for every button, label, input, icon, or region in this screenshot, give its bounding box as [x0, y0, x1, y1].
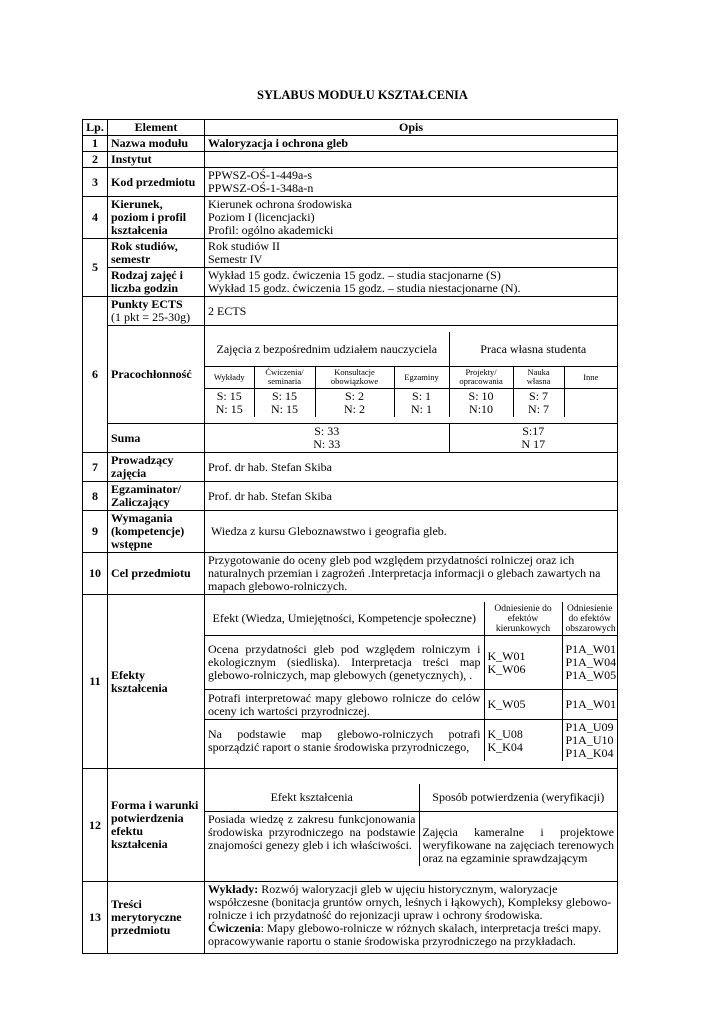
outcome-direction: [484, 636, 562, 690]
outcome-area: [562, 636, 617, 690]
prerequisites-value: Wiedza z kursu Gleboznawstwo i geografia gleb.: [205, 511, 618, 553]
objective-value: Przygotowanie do oceny gleb pod względem przydatności rolniczej oraz ich naturalnych przemian i zagrożeń .Interpretacja informacji o glebach zawartych na mapach glebowo-rolniczych.: [205, 553, 618, 595]
row-content: [83, 882, 618, 954]
area-code: P1A_W01: [565, 697, 617, 712]
row-number: 13: [83, 882, 108, 954]
verification-effect: Posiada wiedzę z zakresu funkcjonowania środowiska przyrodniczego na podstawie znajomości genezy gleb i ich właściwości.: [205, 812, 419, 867]
outcome-header-direction: Odniesienie do efektów kierunkowych: [484, 602, 562, 636]
workload-col-label: Ćwiczenia/ seminaria: [254, 366, 315, 388]
exercises-text: : Mapy glebowo-rolnicze w różnych skalach, interpretacja treści mapy. opracowywanie raportu o stanie środowiska przyrodniczego na przykładach.: [208, 921, 602, 948]
row-number: 3: [83, 168, 108, 197]
workload-cell: [394, 388, 449, 417]
workload-s: S: 1: [412, 388, 432, 403]
verification-header-method: Sposób potwierdzenia (weryfikacji): [419, 784, 617, 812]
lectures-text: Rozwój waloryzacji gleb w ujęciu historycznym, waloryzacje współczesne (bonitacja gruntów ornych, leśnych i łąkowych), Kompleksy glebowo-rolnicze i ich przydatność do rejonizacji upraw i ochrony środowiska.: [208, 882, 612, 922]
row-number: 9: [83, 511, 108, 553]
course-code-line: PPWSZ-OŚ-1-348a-n: [208, 181, 314, 195]
header-opis: Opis: [205, 120, 618, 136]
row-year-semester: [83, 239, 618, 268]
module-name-value: Waloryzacja i ochrona gleb: [205, 136, 618, 152]
row-label: Instytut: [108, 152, 205, 168]
area-code: P1A_K04: [565, 746, 614, 761]
row-label: Rodzaj zajęć i liczba godzin: [108, 268, 205, 297]
workload-n: N: 2: [344, 401, 365, 416]
workload-col-label: Konsultacje obowiązkowe: [315, 366, 394, 388]
workload-s: S: 7: [529, 388, 549, 403]
sum-self-n: N 17: [521, 437, 546, 451]
hours-line: Wykład 15 godz. ćwiczenia 15 godz. – studia stacjonarne (S): [208, 268, 501, 282]
row-sum: [83, 424, 618, 453]
row-label: Rok studiów, semestr: [108, 239, 205, 268]
outcome-row: [205, 690, 617, 720]
field-line: Kierunek ochrona środowiska: [208, 197, 352, 211]
outcome-row: [205, 720, 617, 762]
row-learning-outcomes: [83, 595, 618, 769]
class-hours-value: [205, 268, 618, 297]
sum-contact: [205, 424, 449, 452]
contact-hours-header: Zajęcia z bezpośrednim udziałem nauczyciela: [205, 332, 449, 366]
workload-col-label: Projekty/ opracowania: [449, 366, 513, 388]
outcomes-table-cell: [205, 595, 618, 769]
sum-self: [449, 424, 617, 452]
row-examiner: [83, 482, 618, 511]
verification-table-cell: [205, 769, 618, 882]
row-number: 10: [83, 553, 108, 595]
area-code: P1A_W04: [565, 655, 617, 670]
workload-s: S: 10: [468, 388, 494, 403]
workload-cell: [449, 388, 513, 417]
row-label: Nazwa modułu: [108, 136, 205, 152]
row-number: 8: [83, 482, 108, 511]
sum-table: [205, 424, 617, 452]
area-code: P1A_U09: [565, 720, 614, 735]
row-objective: [83, 553, 618, 595]
area-code: P1A_W01: [565, 642, 617, 657]
row-number: 1: [83, 136, 108, 152]
workload-n: N:10: [469, 401, 494, 416]
workload-table: [205, 332, 617, 417]
header-lp: Lp.: [83, 120, 108, 136]
workload-n: N: 1: [411, 401, 433, 416]
area-code: P1A_W05: [565, 668, 617, 683]
course-code-line: PPWSZ-OŚ-1-449a-s: [208, 168, 312, 182]
ects-sublabel: (1 pkt = 25-30g): [111, 310, 191, 324]
institute-value: [205, 152, 618, 168]
row-number: 11: [83, 595, 108, 769]
workload-s: S: 15: [216, 388, 242, 403]
workload-cell: [254, 388, 315, 417]
workload-cell: [513, 388, 564, 417]
ects-value: 2 ECTS: [205, 297, 618, 326]
outcome-area: [562, 720, 617, 762]
header-element: Element: [108, 120, 205, 136]
direction-code: K_W06: [487, 661, 526, 676]
row-number: 7: [83, 453, 108, 482]
workload-col-label: Wykłady: [205, 366, 254, 388]
workload-n: N: 15: [271, 401, 298, 416]
row-label: Prowadzący zajęcia: [108, 453, 205, 482]
outcome-direction: [484, 720, 562, 762]
outcome-area: [562, 690, 617, 720]
row-label: Efekty kształcenia: [108, 595, 205, 769]
sum-contact-n: N: 33: [313, 437, 341, 451]
ects-label: Punkty ECTS: [111, 297, 183, 311]
row-module-name: [83, 136, 618, 152]
row-workload: [83, 326, 618, 424]
field-line: Poziom I (licencjacki): [208, 210, 315, 224]
workload-n: N: 15: [215, 401, 243, 416]
row-class-hours: [83, 268, 618, 297]
semester-line: Semestr IV: [208, 252, 263, 266]
year-line: Rok studiów II: [208, 239, 280, 253]
syllabus-table: [82, 119, 618, 954]
field-line: Profil: ogólno akademicki: [208, 223, 334, 237]
workload-n: N: 7: [528, 401, 550, 416]
row-number: 4: [83, 197, 108, 239]
outcome-text: Potrafi interpretować mapy glebowo rolnicze do celów oceny ich wartości przyrodniczej.: [205, 690, 484, 720]
exercises-label: Ćwiczenia: [208, 921, 261, 935]
row-number: 2: [83, 152, 108, 168]
sum-table-cell: [205, 424, 618, 453]
course-code-value: [205, 168, 618, 197]
table-header-row: [83, 120, 618, 136]
row-label: Kod przedmiotu: [108, 168, 205, 197]
row-field-of-study: [83, 197, 618, 239]
row-number: 5: [83, 239, 108, 297]
hours-line: Wykład 15 godz. ćwiczenia 15 godz. – studia niestacjonarne (N).: [208, 281, 521, 295]
workload-col-label: Inne: [564, 366, 617, 388]
sum-self-s: S:17: [522, 424, 545, 438]
workload-s: S: 15: [271, 388, 297, 403]
row-label: Kierunek, poziom i profil kształcenia: [108, 197, 205, 239]
verification-header-effect: Efekt kształcenia: [205, 784, 419, 812]
row-label: Cel przedmiotu: [108, 553, 205, 595]
field-of-study-value: [205, 197, 618, 239]
row-ects: [83, 297, 618, 326]
content-value: [205, 882, 618, 954]
direction-code: K_W05: [487, 697, 526, 712]
direction-code: K_W01: [487, 648, 526, 663]
direction-code: K_K04: [487, 739, 523, 754]
outcome-header-area: Odniesienie do efektów obszarowych: [562, 602, 617, 636]
examiner-value: Prof. dr hab. Stefan Skiba: [205, 482, 618, 511]
row-label: Suma: [108, 424, 205, 453]
row-course-code: [83, 168, 618, 197]
workload-cell: [564, 388, 617, 417]
row-number: 6: [83, 297, 108, 453]
outcome-header-effect: Efekt (Wiedza, Umiejętności, Kompetencje społeczne): [205, 602, 484, 636]
outcome-text: Na podstawie map glebowo-rolniczych potrafi sporządzić raport o stanie środowiska przyrodniczego,: [205, 720, 484, 762]
outcome-text: Ocena przydatności gleb pod względem rolniczym i ekologicznym (siedliska). Interpretacja treści map glebowo-rolniczych, map glebowych (genetycznych), .: [205, 636, 484, 690]
sum-contact-s: S: 33: [314, 424, 340, 438]
workload-cell: [315, 388, 394, 417]
row-label: Forma i warunki potwierdzenia efektu kształcenia: [108, 769, 205, 882]
row-label: Treści merytoryczne przedmiotu: [108, 882, 205, 954]
workload-col-label: Nauka własna: [513, 366, 564, 388]
row-verification: [83, 769, 618, 882]
outcome-direction: [484, 690, 562, 720]
direction-code: K_U08: [487, 726, 523, 741]
instructor-value: Prof. dr hab. Stefan Skiba: [205, 453, 618, 482]
area-code: P1A_U10: [565, 733, 614, 748]
verification-method: Zajęcia kameralne i projektowe weryfikowane na zajęciach terenowych oraz na egzaminie sprawdzającym: [419, 812, 617, 867]
row-prerequisites: [83, 511, 618, 553]
year-semester-value: [205, 239, 618, 268]
row-institute: [83, 152, 618, 168]
row-instructor: [83, 453, 618, 482]
row-label: Egzaminator/ Zaliczający: [108, 482, 205, 511]
ects-label-cell: [108, 297, 205, 326]
row-number: 12: [83, 769, 108, 882]
outcomes-table: [205, 602, 617, 762]
verification-table: [205, 784, 617, 867]
row-label: Wymagania (kompetencje) wstępne: [108, 511, 205, 553]
workload-cell: [205, 388, 254, 417]
document-title: SYLABUS MODUŁU KSZTAŁCENIA: [257, 88, 468, 102]
self-study-header: Praca własna studenta: [449, 332, 617, 366]
row-label: Pracochłonność: [108, 326, 205, 424]
workload-table-cell: [205, 326, 618, 424]
outcome-row: [205, 636, 617, 690]
lectures-label: Wykłady:: [208, 882, 259, 896]
workload-col-label: Egzaminy: [394, 366, 449, 388]
workload-s: S: 2: [344, 388, 364, 403]
